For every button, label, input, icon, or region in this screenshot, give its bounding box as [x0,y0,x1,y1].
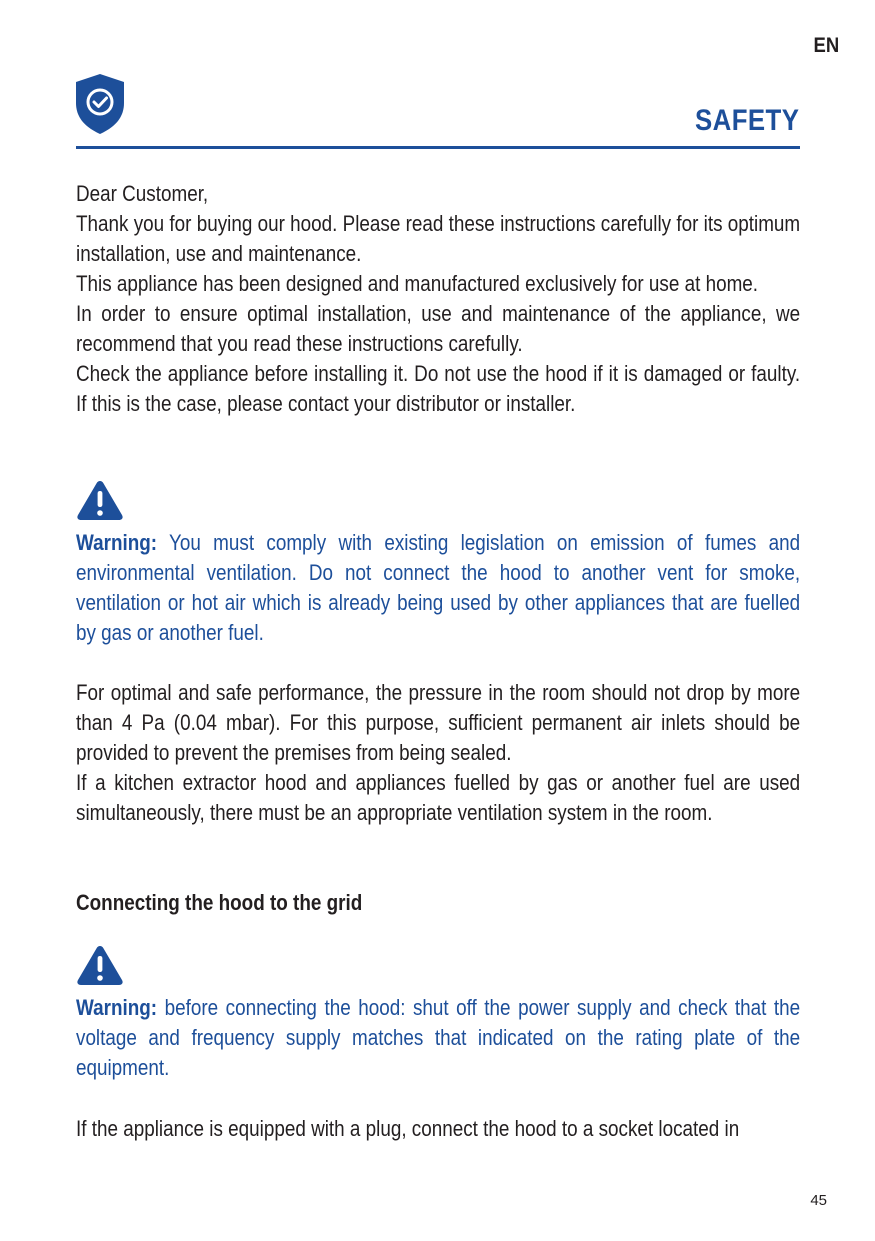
pressure-block [76,678,800,828]
language-label: EN [813,34,839,57]
intro-block [76,179,800,419]
warning-triangle-icon [76,479,124,521]
shield-check-icon [74,73,126,135]
plug-paragraph: If the appliance is equipped with a plug, connect the hood to a socket located in [76,1116,740,1141]
warning-triangle-icon [76,944,124,986]
section-title: SAFETY [694,104,799,137]
title-divider [76,146,800,149]
intro-paragraph-1: Thank you for buying our hood. Please read these instructions carefully for its optimum installation, use and maintenance. [76,211,801,266]
intro-paragraph-3: In order to ensure optimal installation, use and maintenance of the appliance, we recommend that you read these instructions carefully. [76,301,801,356]
warning-block-1 [76,528,800,648]
greeting: Dear Customer, [76,181,209,206]
intro-paragraph-4: Check the appliance before installing it. Do not use the hood if it is damaged or faulty. If this is the case, please contact your distributor or installer. [76,361,801,416]
pressure-paragraph-1: For optimal and safe performance, the pressure in the room should not drop by more than 4 Pa (0.04 mbar). For this purpose, sufficient permanent air inlets should be provided to prevent the premises from being sealed. [76,680,801,765]
warning-text: You must comply with existing legislation on emission of fumes and environmental ventilation. Do not connect the hood to another vent for smoke, ventilation or hot air which is already being used by other appliances that are fuelled by gas or another fuel. [76,530,801,645]
warning-text: before connecting the hood: shut off the power supply and check that the voltage and frequency supply matches that indicated on the rating plate of the equipment. [76,995,801,1080]
warning-label: Warning: [76,995,158,1020]
warning-block-2 [76,993,800,1083]
warning-label: Warning: [76,530,158,555]
section-heading: Connecting the hood to the grid [76,890,363,915]
plug-block [76,1114,800,1144]
pressure-paragraph-2: If a kitchen extractor hood and appliances fuelled by gas or another fuel are used simultaneously, there must be an appropriate ventilation system in the room. [76,770,801,825]
page-number: 45 [810,1192,827,1209]
intro-paragraph-2: This appliance has been designed and manufactured exclusively for use at home. [76,271,759,296]
grid-section [76,888,800,918]
